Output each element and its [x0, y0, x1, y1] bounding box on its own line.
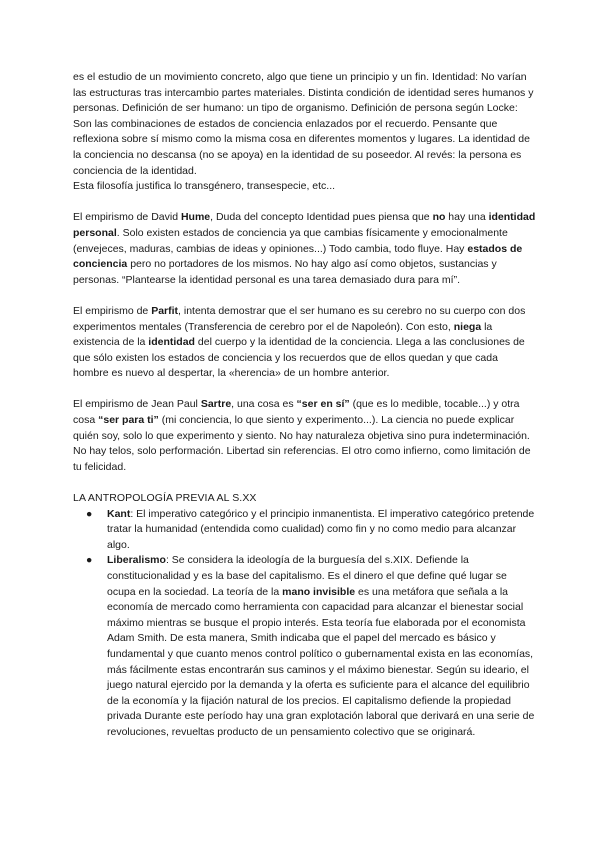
spacer: [73, 382, 536, 398]
sartre-name: Sartre: [200, 398, 232, 411]
spacer: [73, 195, 536, 211]
list-item-text: : Se considera la ideología de la burguesía del s.XIX. Defiende la constitucionalidad y es la base del capitalismo. Es el dinero el que define qué lugar se ocupa en la sociedad. La teoría de la: [107, 554, 507, 598]
list-item-text: es una metáfora que señala a la economía de mercado como herramienta con capacidad para alcanzar el bienestar social máximo mientras se busque el propio interés. Esta teoría fue elaborada por el economista Adam Smith. De esta manera, Smith indicaba que el papel del mercado es básico y fundamental y que cuanto menos control político o gubernamental exista en las economías, más fácilmente estas encontrarán sus caminos y el máximo bienestar. Según su ideario, el juego natural ejercido por la demanda y la oferta es suficiente para el alcance del equilibrio de la economía y la fijación natural de los precios. El capitalismo defiende la propiedad privada Durante este período hay una gran explotación laboral que derivará en una serie de revoluciones, revueltas producto de un pensamiento colectivo que se originará.: [107, 585, 535, 738]
spacer: [73, 288, 536, 304]
list-item-term: Liberalismo: [107, 554, 166, 567]
section-heading: LA ANTROPOLOGÍA PREVIA AL S.XX: [73, 492, 257, 505]
hume-name: Hume: [180, 211, 211, 224]
list-item-term: Kant: [107, 507, 131, 520]
intro-closing-line: Esta filosofía justifica lo transgénero, transespecie, etc...: [73, 180, 336, 193]
parfit-name: Parfit: [151, 304, 179, 317]
list-item-kant: [73, 507, 536, 554]
hume-paragraph: El empirismo de David Hume, Duda del concepto Identidad pues piensa que no hay una identidad personal. Solo existen estados de conciencia ya que cambias físicamente y emocionalmente (envejeces, maduras, cambias de ideas y opiniones...) Todo cambia, todo fluye. Hay estados de conciencia pero no portadores de los mismos. No hay algo así como objetos, sustancias y personas. “Plantearse la identidad personal es una tarea demasiado dura para mí”.: [73, 211, 536, 286]
bullet-icon: ●: [86, 554, 93, 567]
bullet-list: [73, 507, 536, 741]
parfit-paragraph: El empirismo de Parfit, intenta demostrar que el ser humano es su cerebro no su cuerpo con dos experimentos mentales (Transferencia de cerebro por el de Napoleón). Con esto, niega la existencia de la identidad del cuerpo y la identidad de la conciencia. Llega a las conclusiones de que sólo existen los estados de conciencia y los recuerdos que de ellos quedan y que cada hombre es nuevo al despertar, la «herencia» de un hombre anterior.: [73, 304, 526, 380]
list-item-text: : El imperativo categórico y el principio inmanentista. El imperativo categórico pretende tratar la humanidad (entendida como cualidad) como fin y no como medio para alcanzar algo.: [107, 507, 535, 551]
sartre-paragraph: El empirismo de Jean Paul Sartre, una cosa es “ser en sí” (que es lo medible, tocable...) y otra cosa “ser para ti” (mi conciencia, lo que siento y experimento...). La ciencia no puede explicar quién soy, solo lo que experimento y siento. No hay naturaleza objetiva sino pura indeterminación. No hay telos, solo performación. Libertad sin referencias. El otro como infierno, como limitación de tu felicidad.: [73, 398, 531, 473]
bullet-icon: ●: [86, 507, 93, 520]
intro-paragraph: es el estudio de un movimiento concreto, algo que tiene un principio y un fin. Identidad: No varían las estructuras tras intercambio partes materiales. Distinta condición de identidad seres humanos y personas. Definición de ser humano: un tipo de organismo. Definición de persona según Locke: Son las combinaciones de estados de conciencia enlazados por el recuerdo. Pensante que reflexiona sobre sí mismo como la misma cosa en diferentes momentos y lugares. La identidad de la conciencia no descansa (no se apoya) en la identidad de su poseedor. Al revés: la persona es conciencia de la identidad.: [73, 71, 534, 177]
spacer: [73, 475, 536, 491]
mano-invisible-term: mano invisible: [282, 585, 356, 598]
list-item-liberalismo: [73, 553, 536, 740]
